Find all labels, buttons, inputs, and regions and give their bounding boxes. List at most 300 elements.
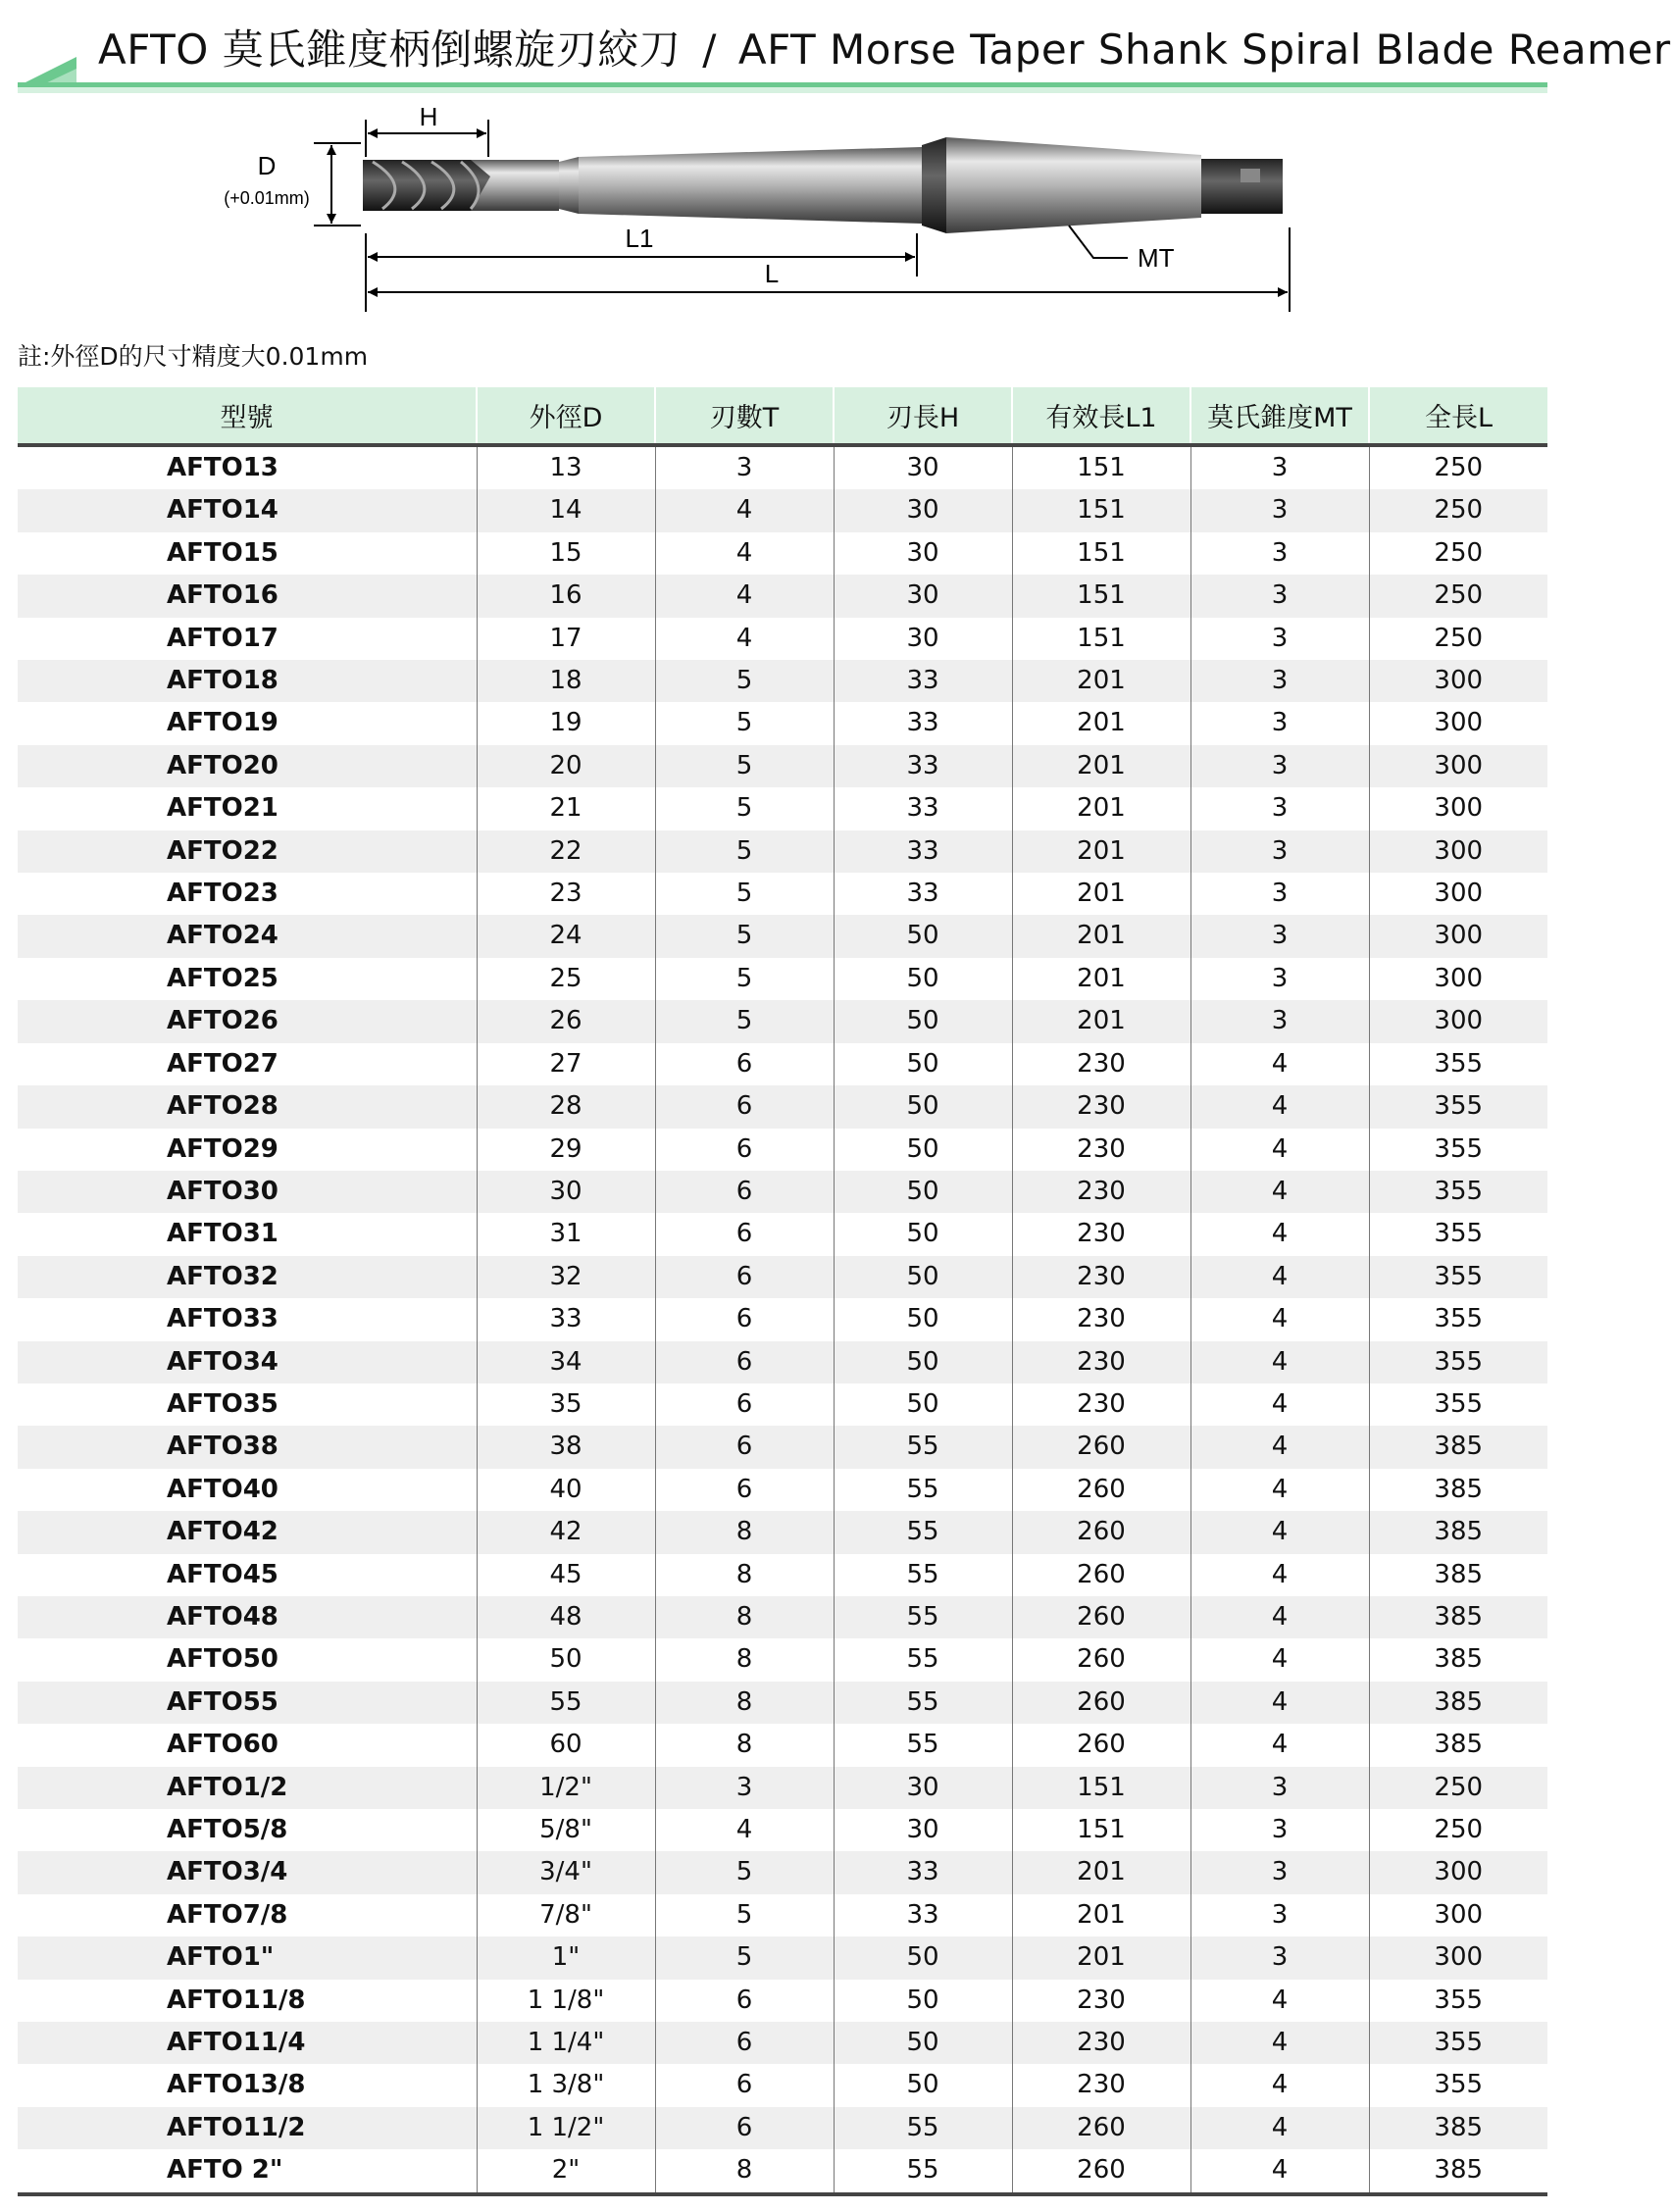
- cell-effective-length: 151: [1012, 1809, 1190, 1851]
- cell-diameter: 31: [477, 1213, 655, 1255]
- cell-diameter: 48: [477, 1596, 655, 1638]
- cell-effective-length: 201: [1012, 1851, 1190, 1893]
- cell-flutes: 6: [655, 2064, 834, 2106]
- cell-morse-taper: 4: [1190, 1980, 1369, 2022]
- cell-flutes: 5: [655, 1000, 834, 1042]
- cell-model: AFTO33: [18, 1298, 477, 1340]
- cell-flute-length: 50: [834, 2022, 1012, 2064]
- cell-diameter: 15: [477, 532, 655, 575]
- cell-morse-taper: 4: [1190, 1554, 1369, 1596]
- cell-overall-length: 385: [1434, 1559, 1484, 1589]
- cell-flutes: 4: [655, 532, 834, 575]
- table-row: [18, 702, 1547, 744]
- table-row: [18, 445, 1547, 489]
- cell-overall-length: 250: [1369, 575, 1547, 617]
- cell-effective-length: 230: [1012, 1341, 1190, 1383]
- table-row: [18, 787, 1547, 830]
- cell-model: AFTO34: [18, 1341, 477, 1383]
- cell-effective-length: 230: [1012, 1213, 1190, 1255]
- cell-diameter: 7/8": [477, 1894, 655, 1936]
- cell-diameter: 1 1/8": [477, 1980, 655, 2022]
- cell-flute-length: 55: [834, 1596, 1012, 1638]
- cell-diameter: 3/4": [477, 1851, 655, 1893]
- cell-flute-length: 30: [834, 532, 1012, 575]
- table-row: [18, 575, 1547, 617]
- table-row: [18, 1000, 1547, 1042]
- cell-flutes: 8: [655, 1596, 834, 1638]
- cell-diameter: 17: [477, 618, 655, 660]
- cell-overall-length: 300: [1434, 1899, 1484, 1930]
- cell-overall-length: 385: [1434, 1730, 1484, 1760]
- cell-overall-length: 355: [1434, 1219, 1484, 1249]
- cell-effective-length: 151: [1012, 489, 1190, 531]
- cell-morse-taper: 3: [1190, 1894, 1369, 1936]
- cell-flute-length: 33: [834, 873, 1012, 915]
- table-row: [18, 2107, 1547, 2149]
- cell-model: AFTO1/2: [18, 1767, 477, 1809]
- cell-morse-taper: 4: [1190, 1129, 1369, 1171]
- cell-overall-length: 355: [1434, 2070, 1484, 2100]
- cell-model: AFTO29: [18, 1129, 477, 1171]
- cell-morse-taper: 3: [1190, 660, 1369, 702]
- cell-overall-length: 355: [1369, 2022, 1547, 2064]
- cell-morse-taper: 3: [1190, 1809, 1369, 1851]
- cell-model: AFTO7/8: [18, 1894, 477, 1936]
- cell-overall-length: 355: [1369, 1341, 1547, 1383]
- cell-morse-taper: 3: [1190, 830, 1369, 873]
- cell-flute-length: 33: [834, 745, 1012, 787]
- cell-model: AFTO42: [18, 1511, 477, 1553]
- cell-overall-length: 355: [1434, 1985, 1484, 2015]
- table-body: [18, 445, 1547, 2194]
- cell-flutes: 6: [655, 1043, 834, 1085]
- cell-overall-length: 385: [1434, 1474, 1484, 1504]
- cell-overall-length: 355: [1434, 1388, 1484, 1419]
- cell-model: AFTO31: [18, 1213, 477, 1255]
- page-title: [98, 18, 1671, 76]
- dimension-d: [224, 143, 361, 226]
- cell-morse-taper: 4: [1190, 2064, 1369, 2106]
- cell-flute-length: 33: [834, 1894, 1012, 1936]
- cell-model: AFTO24: [18, 915, 477, 957]
- dimension-l1: [366, 224, 917, 312]
- cell-diameter: 40: [477, 1469, 655, 1511]
- cell-diameter: 1": [477, 1936, 655, 1979]
- cell-morse-taper: 3: [1190, 915, 1369, 957]
- cell-flute-length: 30: [834, 1809, 1012, 1851]
- table-row: [18, 2022, 1547, 2064]
- cell-morse-taper: 3: [1190, 618, 1369, 660]
- cell-overall-length: 300: [1369, 1000, 1547, 1042]
- spec-table: [18, 387, 1547, 2196]
- cell-morse-taper: 4: [1190, 1724, 1369, 1766]
- cell-effective-length: 260: [1012, 1724, 1190, 1766]
- cell-effective-length: 201: [1012, 787, 1190, 830]
- cell-overall-length: 300: [1434, 963, 1484, 993]
- table-row: [18, 1894, 1547, 1936]
- cell-morse-taper: 4: [1190, 1298, 1369, 1340]
- cell-flute-length: 55: [834, 1469, 1012, 1511]
- cell-effective-length: 201: [1012, 958, 1190, 1000]
- cell-flute-length: 30: [834, 575, 1012, 617]
- cell-morse-taper: 3: [1190, 745, 1369, 787]
- column-header-effective-length: 有效長L1: [1012, 387, 1190, 445]
- header-rule-light: [18, 87, 1547, 93]
- cell-effective-length: 201: [1012, 1936, 1190, 1979]
- cell-overall-length: 385: [1369, 1511, 1547, 1553]
- table-row: [18, 2064, 1547, 2106]
- column-header-flute-length: 刃長H: [834, 387, 1012, 445]
- cell-overall-length: 300: [1369, 915, 1547, 957]
- cell-overall-length: 300: [1369, 660, 1547, 702]
- table-row: [18, 1383, 1547, 1426]
- cell-flute-length: 55: [834, 1554, 1012, 1596]
- cell-model: AFTO32: [18, 1256, 477, 1298]
- page-header: [0, 0, 1671, 98]
- cell-flute-length: 55: [834, 2149, 1012, 2193]
- precision-note: 註:外徑D的尺寸精度大0.01mm: [18, 342, 369, 371]
- cell-diameter: 13: [477, 445, 655, 489]
- cell-flute-length: 55: [834, 1638, 1012, 1681]
- table-row: [18, 1980, 1547, 2022]
- cell-flutes: 6: [655, 1085, 834, 1128]
- table-row: [18, 1298, 1547, 1340]
- cell-flutes: 3: [655, 1767, 834, 1809]
- cell-flutes: 5: [655, 1894, 834, 1936]
- cell-effective-length: 151: [1012, 445, 1190, 489]
- cell-flute-length: 30: [834, 1767, 1012, 1809]
- cell-diameter: 25: [477, 958, 655, 1000]
- cell-morse-taper: 4: [1190, 1213, 1369, 1255]
- cell-overall-length: 355: [1434, 1133, 1484, 1164]
- cell-morse-taper: 3: [1190, 1851, 1369, 1893]
- cell-flutes: 8: [655, 1724, 834, 1766]
- cell-diameter: 26: [477, 1000, 655, 1042]
- reamer-tool: [363, 137, 1283, 233]
- cell-effective-length: 230: [1012, 2022, 1190, 2064]
- cell-effective-length: 201: [1012, 1000, 1190, 1042]
- cell-flutes: 8: [655, 1682, 834, 1724]
- cell-morse-taper: 4: [1190, 1638, 1369, 1681]
- cell-model: AFTO14: [18, 489, 477, 531]
- cell-model: AFTO1": [18, 1936, 477, 1979]
- cell-effective-length: 151: [1012, 618, 1190, 660]
- cell-effective-length: 230: [1012, 1383, 1190, 1426]
- cell-overall-length: 250: [1434, 453, 1484, 482]
- cell-model: AFTO25: [18, 958, 477, 1000]
- column-header-flutes: 刃數T: [655, 387, 834, 445]
- cell-model: AFTO38: [18, 1426, 477, 1468]
- cell-morse-taper: 4: [1190, 1383, 1369, 1426]
- cell-flutes: 4: [655, 618, 834, 660]
- cell-model: AFTO 2": [18, 2149, 477, 2193]
- cell-flutes: 5: [655, 1936, 834, 1979]
- cell-diameter: 30: [477, 1171, 655, 1213]
- cell-model: AFTO27: [18, 1043, 477, 1085]
- cell-morse-taper: 3: [1190, 787, 1369, 830]
- cell-flutes: 5: [655, 958, 834, 1000]
- cell-flute-length: 50: [834, 1043, 1012, 1085]
- cell-effective-length: 230: [1012, 1085, 1190, 1128]
- table-row: [18, 873, 1547, 915]
- cell-diameter: 33: [477, 1298, 655, 1340]
- cell-morse-taper: 3: [1190, 873, 1369, 915]
- cell-flute-length: 33: [834, 702, 1012, 744]
- cell-flutes: 5: [655, 660, 834, 702]
- cell-effective-length: 260: [1012, 2149, 1190, 2193]
- cell-overall-length: 250: [1434, 537, 1484, 568]
- cell-morse-taper: 4: [1190, 1596, 1369, 1638]
- cell-diameter: 34: [477, 1341, 655, 1383]
- cell-flute-length: 50: [834, 1171, 1012, 1213]
- table-row: [18, 489, 1547, 531]
- cell-effective-length: 201: [1012, 660, 1190, 702]
- cell-morse-taper: 3: [1190, 702, 1369, 744]
- cell-flute-length: 55: [834, 1426, 1012, 1468]
- cell-overall-length: 300: [1434, 879, 1484, 909]
- cell-flute-length: 55: [834, 1682, 1012, 1724]
- cell-flutes: 5: [655, 915, 834, 957]
- cell-diameter: 23: [477, 873, 655, 915]
- cell-diameter: 5/8": [477, 1809, 655, 1851]
- cell-diameter: 18: [477, 660, 655, 702]
- cell-flutes: 5: [655, 1851, 834, 1893]
- cell-effective-length: 230: [1012, 1043, 1190, 1085]
- cell-diameter: 27: [477, 1043, 655, 1085]
- cell-model: AFTO21: [18, 787, 477, 830]
- table-row: [18, 1851, 1547, 1893]
- cell-flute-length: 50: [834, 1980, 1012, 2022]
- cell-model: AFTO15: [18, 532, 477, 575]
- cell-overall-length: 385: [1369, 2107, 1547, 2149]
- dimension-h: [366, 102, 488, 157]
- cell-effective-length: 260: [1012, 1554, 1190, 1596]
- cell-flutes: 5: [655, 702, 834, 744]
- table-row: [18, 1256, 1547, 1298]
- cell-flute-length: 50: [834, 1213, 1012, 1255]
- cell-overall-length: 300: [1369, 745, 1547, 787]
- cell-model: AFTO19: [18, 702, 477, 744]
- cell-effective-length: 201: [1012, 702, 1190, 744]
- table-row: [18, 1129, 1547, 1171]
- cell-overall-length: 250: [1434, 1815, 1484, 1844]
- cell-flutes: 8: [655, 2149, 834, 2193]
- cell-effective-length: 201: [1012, 873, 1190, 915]
- table-row: [18, 1638, 1547, 1681]
- cell-model: AFTO50: [18, 1638, 477, 1681]
- cell-model: AFTO13: [18, 445, 477, 489]
- cell-flute-length: 33: [834, 660, 1012, 702]
- table-row: [18, 1682, 1547, 1724]
- cell-overall-length: 385: [1434, 1644, 1484, 1675]
- cell-model: AFTO11/4: [18, 2022, 477, 2064]
- cell-effective-length: 151: [1012, 532, 1190, 575]
- cell-flutes: 5: [655, 830, 834, 873]
- cell-morse-taper: 3: [1190, 958, 1369, 1000]
- cell-effective-length: 201: [1012, 745, 1190, 787]
- table-row: [18, 1767, 1547, 1809]
- cell-flute-length: 50: [834, 1341, 1012, 1383]
- cell-model: AFTO11/2: [18, 2107, 477, 2149]
- cell-flute-length: 33: [834, 787, 1012, 830]
- cell-morse-taper: 4: [1190, 1171, 1369, 1213]
- cell-morse-taper: 4: [1190, 1511, 1369, 1553]
- cell-effective-length: 201: [1012, 1894, 1190, 1936]
- cell-effective-length: 260: [1012, 2107, 1190, 2149]
- cell-overall-length: 300: [1369, 1851, 1547, 1893]
- cell-flutes: 6: [655, 1980, 834, 2022]
- cell-model: AFTO28: [18, 1085, 477, 1128]
- cell-flute-length: 50: [834, 915, 1012, 957]
- table-row: [18, 1936, 1547, 1979]
- cell-diameter: 50: [477, 1638, 655, 1681]
- cell-flutes: 6: [655, 1341, 834, 1383]
- cell-morse-taper: 4: [1190, 1341, 1369, 1383]
- cell-overall-length: 385: [1369, 1426, 1547, 1468]
- corner-triangle-icon: [0, 0, 88, 88]
- cell-flutes: 5: [655, 745, 834, 787]
- column-header-overall-length: 全長L: [1369, 387, 1547, 445]
- cell-flutes: 4: [655, 1809, 834, 1851]
- cell-effective-length: 201: [1012, 915, 1190, 957]
- cell-diameter: 16: [477, 575, 655, 617]
- table-row: [18, 1469, 1547, 1511]
- cell-flutes: 6: [655, 1171, 834, 1213]
- cell-flutes: 6: [655, 1383, 834, 1426]
- table-row: [18, 1511, 1547, 1553]
- cell-diameter: 29: [477, 1129, 655, 1171]
- cell-model: AFTO60: [18, 1724, 477, 1766]
- table-row: [18, 532, 1547, 575]
- label-h: H: [419, 102, 438, 131]
- cell-diameter: 14: [477, 489, 655, 531]
- cell-flute-length: 30: [834, 618, 1012, 660]
- cell-effective-length: 260: [1012, 1596, 1190, 1638]
- cell-morse-taper: 4: [1190, 1426, 1369, 1468]
- title-chinese: AFTO 莫氏錐度柄倒螺旋刃絞刀: [98, 25, 682, 74]
- cell-model: AFTO3/4: [18, 1851, 477, 1893]
- cell-flute-length: 30: [834, 489, 1012, 531]
- cell-diameter: 28: [477, 1085, 655, 1128]
- cell-diameter: 60: [477, 1724, 655, 1766]
- cell-overall-length: 355: [1369, 1085, 1547, 1128]
- cell-flutes: 6: [655, 1469, 834, 1511]
- cell-model: AFTO16: [18, 575, 477, 617]
- table-row: [18, 1809, 1547, 1851]
- cell-flutes: 6: [655, 2022, 834, 2064]
- cell-effective-length: 151: [1012, 575, 1190, 617]
- column-header-diameter: 外徑D: [477, 387, 655, 445]
- title-separator: /: [702, 25, 717, 74]
- cell-model: AFTO20: [18, 745, 477, 787]
- cell-morse-taper: 4: [1190, 1256, 1369, 1298]
- cell-flute-length: 55: [834, 2107, 1012, 2149]
- label-mt: MT: [1138, 243, 1175, 273]
- cell-effective-length: 260: [1012, 1511, 1190, 1553]
- cell-flutes: 8: [655, 1511, 834, 1553]
- cell-diameter: 1 1/4": [477, 2022, 655, 2064]
- cell-diameter: 21: [477, 787, 655, 830]
- cell-flute-length: 50: [834, 1129, 1012, 1171]
- cell-overall-length: 300: [1369, 1936, 1547, 1979]
- cell-flutes: 5: [655, 873, 834, 915]
- cell-effective-length: 230: [1012, 2064, 1190, 2106]
- cell-morse-taper: 3: [1190, 575, 1369, 617]
- cell-flutes: 8: [655, 1554, 834, 1596]
- cell-flute-length: 55: [834, 1724, 1012, 1766]
- cell-model: AFTO11/8: [18, 1980, 477, 2022]
- cell-model: AFTO5/8: [18, 1809, 477, 1851]
- cell-flute-length: 50: [834, 1256, 1012, 1298]
- cell-morse-taper: 3: [1190, 1936, 1369, 1979]
- table-row: [18, 915, 1547, 957]
- cell-diameter: 55: [477, 1682, 655, 1724]
- cell-overall-length: 250: [1369, 489, 1547, 531]
- dimension-mt: [1069, 226, 1175, 273]
- cell-morse-taper: 4: [1190, 1043, 1369, 1085]
- table-row: [18, 1426, 1547, 1468]
- cell-diameter: 42: [477, 1511, 655, 1553]
- cell-flutes: 4: [655, 489, 834, 531]
- table-header-row: [18, 387, 1547, 445]
- cell-morse-taper: 4: [1190, 2107, 1369, 2149]
- cell-flute-length: 50: [834, 1085, 1012, 1128]
- cell-model: AFTO26: [18, 1000, 477, 1042]
- cell-overall-length: 250: [1369, 1767, 1547, 1809]
- table-row: [18, 1085, 1547, 1128]
- cell-diameter: 24: [477, 915, 655, 957]
- cell-flutes: 3: [655, 445, 834, 489]
- cell-diameter: 2": [477, 2149, 655, 2193]
- cell-morse-taper: 4: [1190, 2022, 1369, 2064]
- cell-morse-taper: 4: [1190, 1469, 1369, 1511]
- cell-flute-length: 50: [834, 2064, 1012, 2106]
- table-row: [18, 830, 1547, 873]
- cell-flutes: 4: [655, 575, 834, 617]
- table-row: [18, 1596, 1547, 1638]
- cell-flute-length: 50: [834, 1383, 1012, 1426]
- table-row: [18, 618, 1547, 660]
- cell-overall-length: 355: [1434, 1048, 1484, 1079]
- cell-overall-length: 355: [1434, 1304, 1484, 1334]
- cell-morse-taper: 4: [1190, 2149, 1369, 2193]
- cell-overall-length: 250: [1434, 623, 1484, 653]
- cell-flutes: 8: [655, 1638, 834, 1681]
- cell-effective-length: 260: [1012, 1638, 1190, 1681]
- label-d-tolerance: (+0.01mm): [224, 188, 310, 208]
- cell-flutes: 6: [655, 1213, 834, 1255]
- cell-flute-length: 50: [834, 1936, 1012, 1979]
- table-row: [18, 1171, 1547, 1213]
- cell-flutes: 6: [655, 1129, 834, 1171]
- table-row: [18, 1724, 1547, 1766]
- cell-morse-taper: 4: [1190, 1085, 1369, 1128]
- cell-flute-length: 55: [834, 1511, 1012, 1553]
- table-row: [18, 660, 1547, 702]
- cell-flute-length: 50: [834, 1298, 1012, 1340]
- cell-model: AFTO48: [18, 1596, 477, 1638]
- table-row: [18, 745, 1547, 787]
- cell-overall-length: 300: [1434, 708, 1484, 738]
- cell-flute-length: 33: [834, 830, 1012, 873]
- column-header-morse-taper: 莫氏錐度MT: [1190, 387, 1369, 445]
- cell-effective-length: 230: [1012, 1256, 1190, 1298]
- cell-diameter: 22: [477, 830, 655, 873]
- cell-model: AFTO40: [18, 1469, 477, 1511]
- cell-flute-length: 33: [834, 1851, 1012, 1893]
- cell-diameter: 35: [477, 1383, 655, 1426]
- table-row: [18, 958, 1547, 1000]
